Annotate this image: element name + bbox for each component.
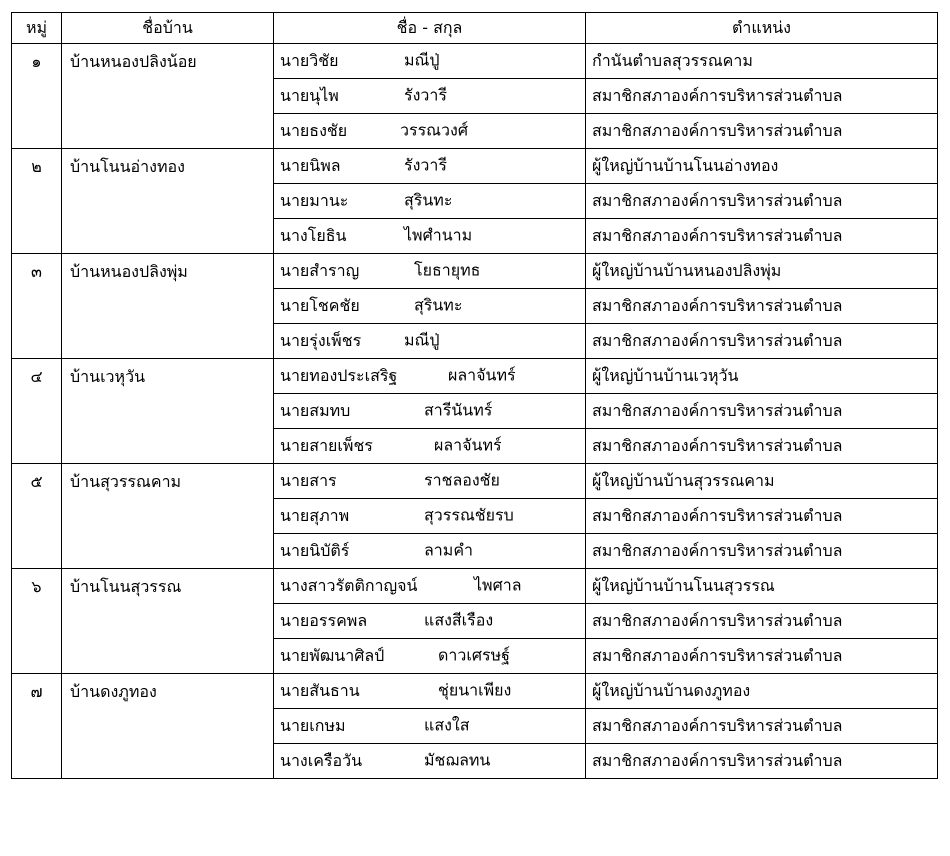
person-name-cell (274, 114, 586, 149)
moo-number: ๕ (12, 464, 62, 569)
moo-number: ๖ (12, 569, 62, 674)
last-name: ราชลองชัย (424, 470, 500, 490)
first-name: นายนิบัติร์ (280, 540, 350, 560)
header-position: ตำแหน่ง (586, 13, 938, 44)
table-row (12, 674, 938, 709)
position-cell: ผู้ใหญ่บ้านบ้านดงภูทอง (586, 674, 938, 709)
village-name: บ้านหนองปลิงพุ่ม (62, 254, 274, 359)
last-name: มณีปู่ (404, 50, 440, 70)
position-cell: สมาชิกสภาองค์การบริหารส่วนตำบล (586, 394, 938, 429)
position-cell: สมาชิกสภาองค์การบริหารส่วนตำบล (586, 184, 938, 219)
position-cell: สมาชิกสภาองค์การบริหารส่วนตำบล (586, 289, 938, 324)
position-cell: สมาชิกสภาองค์การบริหารส่วนตำบล (586, 744, 938, 779)
first-name: นายเกษม (280, 715, 346, 735)
last-name: รังวารี (404, 155, 447, 175)
first-name: นายสำราญ (280, 260, 360, 280)
person-name-cell (274, 184, 586, 219)
person-name-cell (274, 534, 586, 569)
person-name-cell (274, 639, 586, 674)
person-name-cell (274, 394, 586, 429)
position-cell: สมาชิกสภาองค์การบริหารส่วนตำบล (586, 114, 938, 149)
table-row (12, 569, 938, 604)
position-cell: สมาชิกสภาองค์การบริหารส่วนตำบล (586, 219, 938, 254)
village-name: บ้านเวหุวัน (62, 359, 274, 464)
person-name-cell (274, 744, 586, 779)
position-cell: สมาชิกสภาองค์การบริหารส่วนตำบล (586, 604, 938, 639)
last-name: ไพศาล (474, 575, 522, 595)
first-name: นายมานะ (280, 190, 349, 210)
position-cell: สมาชิกสภาองค์การบริหารส่วนตำบล (586, 709, 938, 744)
first-name: นายพัฒนาศิลป์ (280, 645, 385, 665)
last-name: มัชฌลทน (424, 750, 491, 770)
first-name: นายทองประเสริฐ (280, 365, 398, 385)
position-cell: ผู้ใหญ่บ้านบ้านสุวรรณคาม (586, 464, 938, 499)
last-name: ผลาจันทร์ (448, 365, 516, 385)
person-name-cell (274, 569, 586, 604)
first-name: นายอรรคพล (280, 610, 368, 630)
first-name: นางเครือวัน (280, 750, 363, 770)
person-name-cell (274, 674, 586, 709)
village-name: บ้านหนองปลิงน้อย (62, 44, 274, 149)
person-name-cell (274, 149, 586, 184)
first-name: นายวิชัย (280, 50, 339, 70)
last-name: สุรินทะ (404, 190, 453, 210)
first-name: นางโยธิน (280, 225, 347, 245)
person-name-cell (274, 464, 586, 499)
last-name: สุวรรณชัยรบ (424, 505, 514, 525)
person-name-cell (274, 499, 586, 534)
first-name: นายสันธาน (280, 680, 360, 700)
last-name: ดาวเศรษฐ์ (438, 645, 510, 665)
position-cell: สมาชิกสภาองค์การบริหารส่วนตำบล (586, 639, 938, 674)
village-name: บ้านโนนสุวรรณ (62, 569, 274, 674)
person-name-cell (274, 44, 586, 79)
position-cell: ผู้ใหญ่บ้านบ้านโนนอ่างทอง (586, 149, 938, 184)
village-name: บ้านดงภูทอง (62, 674, 274, 779)
last-name: ลามคำ (424, 540, 474, 560)
table-row (12, 254, 938, 289)
village-name: บ้านโนนอ่างทอง (62, 149, 274, 254)
header-village: ชื่อบ้าน (62, 13, 274, 44)
first-name: นายนุไพ (280, 85, 339, 105)
moo-number: ๓ (12, 254, 62, 359)
person-name-cell (274, 219, 586, 254)
last-name: ชุ่ยนาเพียง (438, 680, 512, 700)
person-name-cell (274, 324, 586, 359)
header-name: ชื่อ - สกุล (274, 13, 586, 44)
person-name-cell (274, 79, 586, 114)
person-name-cell (274, 254, 586, 289)
first-name: นายโชคชัย (280, 295, 360, 315)
first-name: นายธงชัย (280, 120, 348, 140)
person-name-cell (274, 709, 586, 744)
first-name: นายสาร (280, 470, 337, 490)
last-name: สารีนันทร์ (424, 400, 493, 420)
moo-number: ๔ (12, 359, 62, 464)
last-name: รังวารี (404, 85, 447, 105)
position-cell: สมาชิกสภาองค์การบริหารส่วนตำบล (586, 534, 938, 569)
table-row (12, 149, 938, 184)
position-cell: สมาชิกสภาองค์การบริหารส่วนตำบล (586, 499, 938, 534)
person-name-cell (274, 604, 586, 639)
last-name: วรรณวงศ์ (400, 120, 468, 140)
first-name: นายรุ่งเพ็ชร (280, 330, 362, 350)
position-cell: สมาชิกสภาองค์การบริหารส่วนตำบล (586, 79, 938, 114)
position-cell: สมาชิกสภาองค์การบริหารส่วนตำบล (586, 429, 938, 464)
moo-number: ๗ (12, 674, 62, 779)
first-name: นายสายเพ็ชร (280, 435, 373, 455)
village-officials-table (11, 12, 938, 779)
table-row (12, 464, 938, 499)
last-name: สุรินทะ (414, 295, 463, 315)
first-name: นายสมทบ (280, 400, 351, 420)
header-row (12, 13, 938, 44)
cropped-caption (0, 0, 950, 10)
position-cell: กำนันตำบลสุวรรณคาม (586, 44, 938, 79)
position-cell: ผู้ใหญ่บ้านบ้านเวหุวัน (586, 359, 938, 394)
first-name: นางสาวรัตติกาญจน์ (280, 575, 418, 595)
position-cell: สมาชิกสภาองค์การบริหารส่วนตำบล (586, 324, 938, 359)
moo-number: ๒ (12, 149, 62, 254)
last-name: ผลาจันทร์ (434, 435, 502, 455)
position-cell: ผู้ใหญ่บ้านบ้านหนองปลิงพุ่ม (586, 254, 938, 289)
last-name: โยธายุทธ (414, 260, 481, 280)
first-name: นายนิพล (280, 155, 341, 175)
first-name: นายสุภาพ (280, 505, 350, 525)
table-row (12, 44, 938, 79)
last-name: มณีปู่ (404, 330, 440, 350)
person-name-cell (274, 359, 586, 394)
table-body (12, 44, 938, 779)
village-name: บ้านสุวรรณคาม (62, 464, 274, 569)
header-moo: หมู่ (12, 13, 62, 44)
position-cell: ผู้ใหญ่บ้านบ้านโนนสุวรรณ (586, 569, 938, 604)
moo-number: ๑ (12, 44, 62, 149)
last-name: แสงสีเรือง (424, 610, 494, 630)
last-name: ไพศำนาม (404, 225, 473, 245)
person-name-cell (274, 289, 586, 324)
person-name-cell (274, 429, 586, 464)
table-row (12, 359, 938, 394)
last-name: แสงใส (424, 715, 470, 735)
